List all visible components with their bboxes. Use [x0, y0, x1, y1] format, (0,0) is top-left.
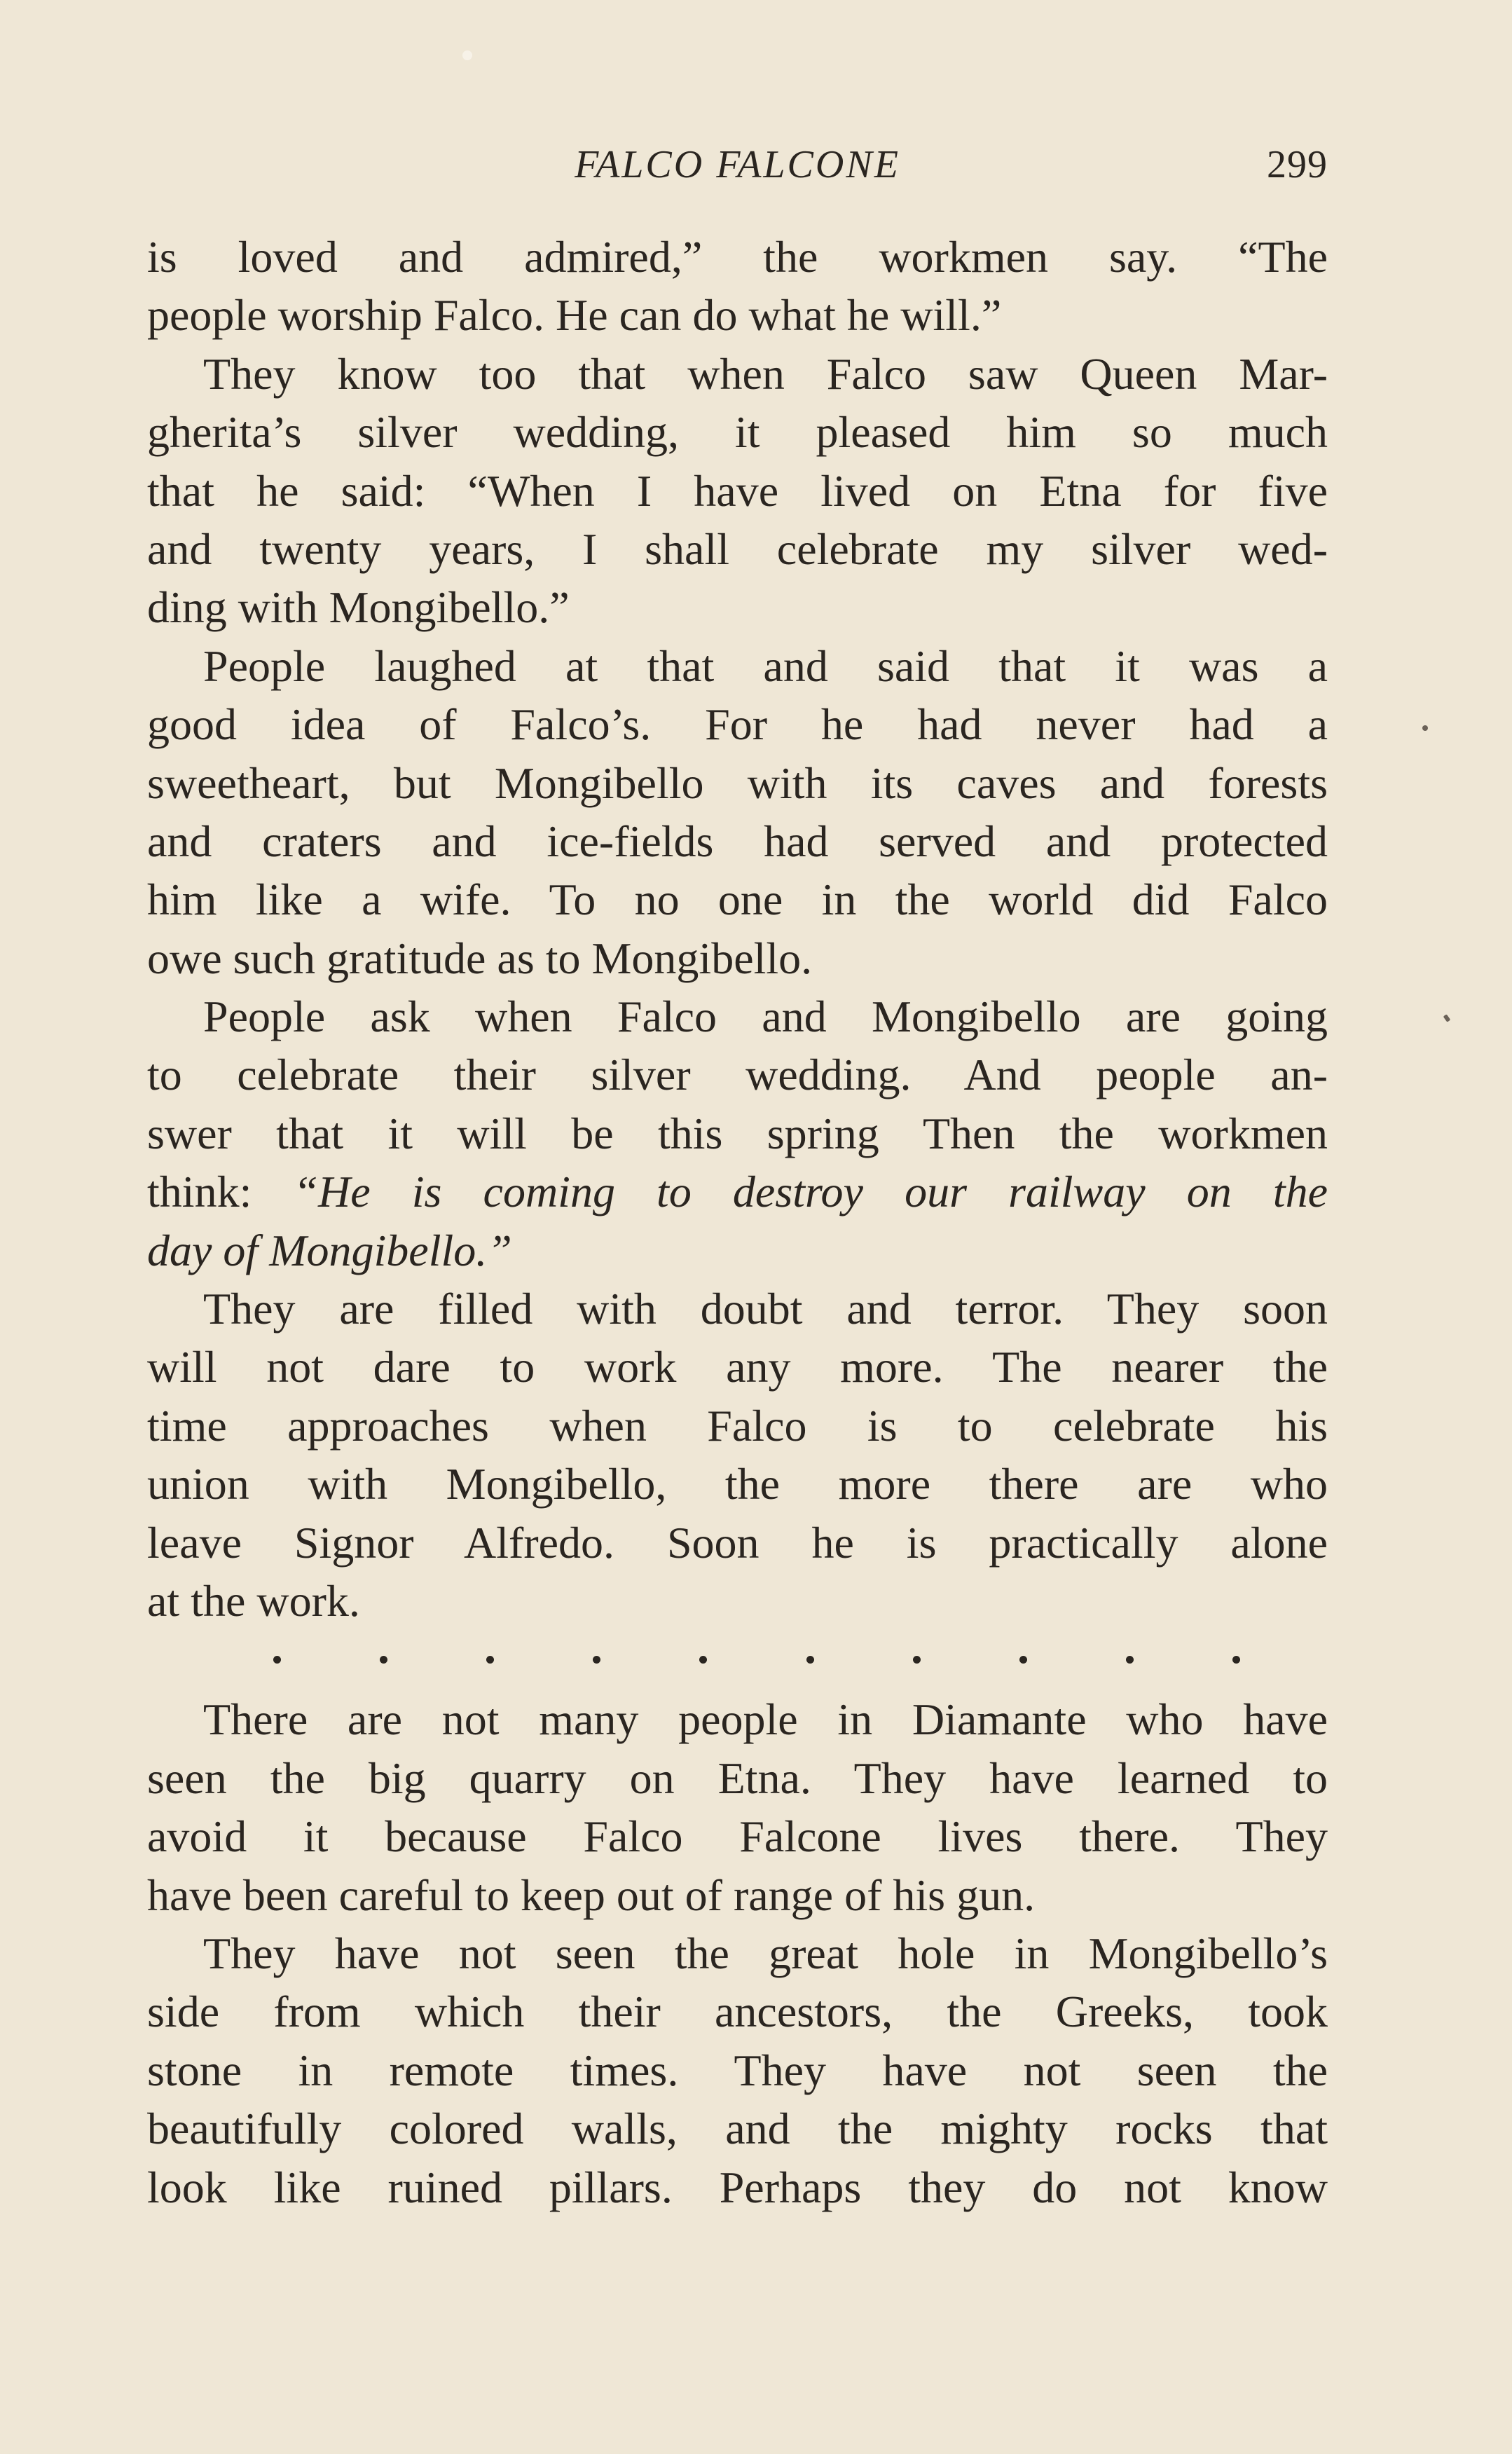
- text-line: have been careful to keep out of range of his gun.: [147, 1870, 1036, 1920]
- text-line: union with Mongibello, the more there are who: [147, 1459, 1328, 1509]
- text-line: time approaches when Falco is to celebrate his: [147, 1400, 1328, 1451]
- text-line: [147, 1163, 1328, 1221]
- dot-divider: [913, 1656, 921, 1664]
- text-line: swer that it will be this spring Then the workmen: [147, 1108, 1328, 1158]
- text-line: people worship Falco. He can do what he will.”: [147, 290, 1002, 341]
- text-line: seen the big quarry on Etna. They have learned to: [147, 1753, 1328, 1803]
- text-line: They are filled with doubt and terror. They soon: [203, 1284, 1328, 1334]
- dot-divider: [273, 1656, 281, 1664]
- dot-divider: [1232, 1656, 1240, 1664]
- paper-speck: [1443, 1014, 1451, 1022]
- text-line: stone in remote times. They have not seen the: [147, 2045, 1328, 2095]
- dot-divider: [486, 1656, 494, 1664]
- text-line: to celebrate their silver wedding. And people an-: [147, 1050, 1328, 1100]
- italic-quote: “He is coming to destroy our railway on the: [293, 1167, 1328, 1217]
- text-line: owe such gratitude as to Mongibello.: [147, 933, 813, 983]
- dot-divider: [1019, 1656, 1027, 1664]
- text-line: They have not seen the great hole in Mongibello’s: [203, 1928, 1328, 1978]
- italic-quote-end: day of Mongibello.”: [147, 1225, 512, 1275]
- text-line: beautifully colored walls, and the mighty rocks that: [147, 2104, 1328, 2154]
- text-line: People ask when Falco and Mongibello are going: [203, 992, 1328, 1042]
- body-text: [147, 228, 1328, 2216]
- text-line: ding with Mongibello.”: [147, 582, 570, 633]
- dot-divider: [380, 1656, 387, 1664]
- text-line: at the work.: [147, 1575, 360, 1626]
- text-line: that he said: “When I have lived on Etna for five: [147, 465, 1328, 516]
- page-number: 299: [1267, 143, 1328, 186]
- running-head: [147, 133, 1328, 196]
- text-line: There are not many people in Diamante who have: [203, 1694, 1328, 1745]
- text-line: look like ruined pillars. Perhaps they do not know: [147, 2162, 1328, 2212]
- text-line: and twenty years, I shall celebrate my silver wed-: [147, 523, 1328, 574]
- text-line: leave Signor Alfredo. Soon he is practically alone: [147, 1517, 1328, 1568]
- text-line: is loved and admired,” the workmen say. “The: [147, 232, 1328, 282]
- text-line: gherita’s silver wedding, it pleased him so much: [147, 407, 1328, 458]
- paper-speck: [462, 50, 472, 60]
- dot-divider: [699, 1656, 707, 1664]
- text-line-prefix: think:: [147, 1167, 294, 1217]
- section-break: [273, 1631, 1240, 1687]
- dot-divider: [806, 1656, 814, 1664]
- text-line: him like a wife. To no one in the world did Falco: [147, 875, 1328, 925]
- text-line: good idea of Falco’s. For he had never had a: [147, 699, 1328, 750]
- text-line: avoid it because Falco Falcone lives there. They: [147, 1811, 1328, 1862]
- text-line: They know too that when Falco saw Queen Mar-: [203, 348, 1328, 399]
- paper-speck: [1422, 725, 1428, 731]
- text-line: will not dare to work any more. The nearer the: [147, 1342, 1328, 1392]
- dot-divider: [1126, 1656, 1134, 1664]
- text-line: and craters and ice-fields had served and protected: [147, 816, 1328, 866]
- text-line: side from which their ancestors, the Greeks, took: [147, 1987, 1328, 2037]
- running-title: FALCO FALCONE: [575, 143, 900, 186]
- dot-divider: [593, 1656, 600, 1664]
- text-line: People laughed at that and said that it was a: [203, 640, 1328, 691]
- text-line: sweetheart, but Mongibello with its caves and forests: [147, 758, 1328, 808]
